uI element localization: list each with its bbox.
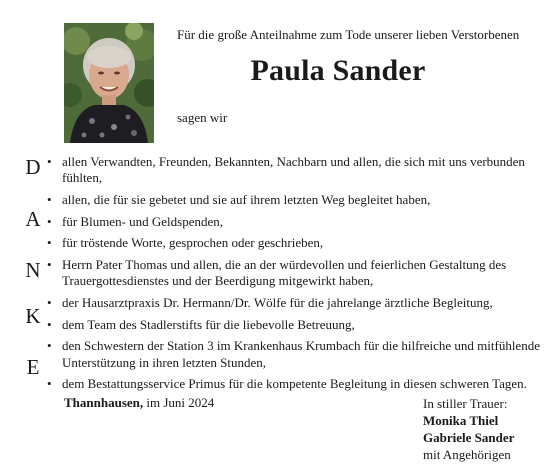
- thanks-list: [47, 154, 542, 398]
- list-item: [47, 192, 542, 208]
- list-item: [47, 376, 542, 392]
- sagen-wir-text: sagen wir: [177, 110, 228, 125]
- list-item-text: den Schwestern der Station 3 im Krankenhaus Krumbach für die hilfreiche und mitfühlende Unterstützung in ihren letzten Stunden,: [62, 338, 540, 370]
- portrait-image: [64, 23, 154, 143]
- bullet-icon: •: [47, 257, 52, 273]
- bullet-icon: •: [47, 294, 52, 310]
- mourners-block: [423, 395, 514, 463]
- bullet-icon: •: [47, 338, 52, 354]
- mourner-name: Gabriele Sander: [423, 430, 515, 445]
- list-item: [47, 235, 542, 251]
- list-item: [47, 295, 542, 311]
- bullet-icon: •: [47, 191, 52, 207]
- danke-letter-a: A: [25, 207, 41, 231]
- list-item-text: für tröstende Worte, gesprochen oder geschrieben,: [62, 235, 324, 251]
- list-item-text: der Hausarztpraxis Dr. Hermann/Dr. Wölfe für die jahrelange ärztliche Begleitung,: [62, 294, 493, 310]
- danke-letter-n: N: [25, 258, 41, 282]
- list-item: [47, 317, 542, 333]
- list-item: [47, 154, 542, 186]
- bullet-icon: •: [47, 376, 52, 392]
- list-item-text: allen Verwandten, Freunden, Bekannten, Nachbarn und allen, die sich mit uns verbunden fühlten,: [62, 154, 525, 186]
- place-date: [64, 395, 214, 411]
- list-item-text: allen, die für sie gebetet und sie auf ihrem letzten Weg begleitet haben,: [62, 191, 431, 207]
- danke-letter-k: K: [25, 304, 41, 328]
- list-item-text: für Blumen- und Geldspenden,: [62, 213, 224, 229]
- list-item-text: Herrn Pater Thomas und allen, die an der würdevollen und feierlichen Gestaltung des Trauergottesdienstes und der Beerdigung mitgewirkt haben,: [62, 257, 507, 289]
- list-item: [47, 214, 542, 230]
- bullet-icon: •: [47, 154, 52, 169]
- list-item-text: dem Bestattungsservice Primus für die kompetente Begleitung in diesen schweren Tagen.: [62, 376, 527, 392]
- place-name: Thannhausen,: [64, 395, 144, 410]
- bullet-icon: •: [47, 235, 52, 251]
- family-text: mit Angehörigen: [423, 447, 511, 462]
- intro-text: Für die große Anteilnahme zum Tode unserer lieben Verstorbenen: [177, 27, 520, 42]
- deceased-name: Paula Sander: [250, 54, 426, 87]
- bullet-icon: •: [47, 213, 52, 229]
- danke-letter-d: D: [25, 155, 41, 179]
- bullet-icon: •: [47, 316, 52, 332]
- date-text: im Juni 2024: [146, 395, 215, 410]
- mourning-label: In stiller Trauer:: [423, 396, 508, 411]
- list-item: [47, 338, 542, 370]
- list-item-text: dem Team des Stadlerstifts für die liebevolle Betreuung,: [62, 316, 355, 332]
- list-item: [47, 257, 542, 289]
- portrait-photo: [64, 23, 154, 143]
- danke-letter-e: E: [26, 355, 40, 379]
- mourner-name: Monika Thiel: [423, 413, 499, 428]
